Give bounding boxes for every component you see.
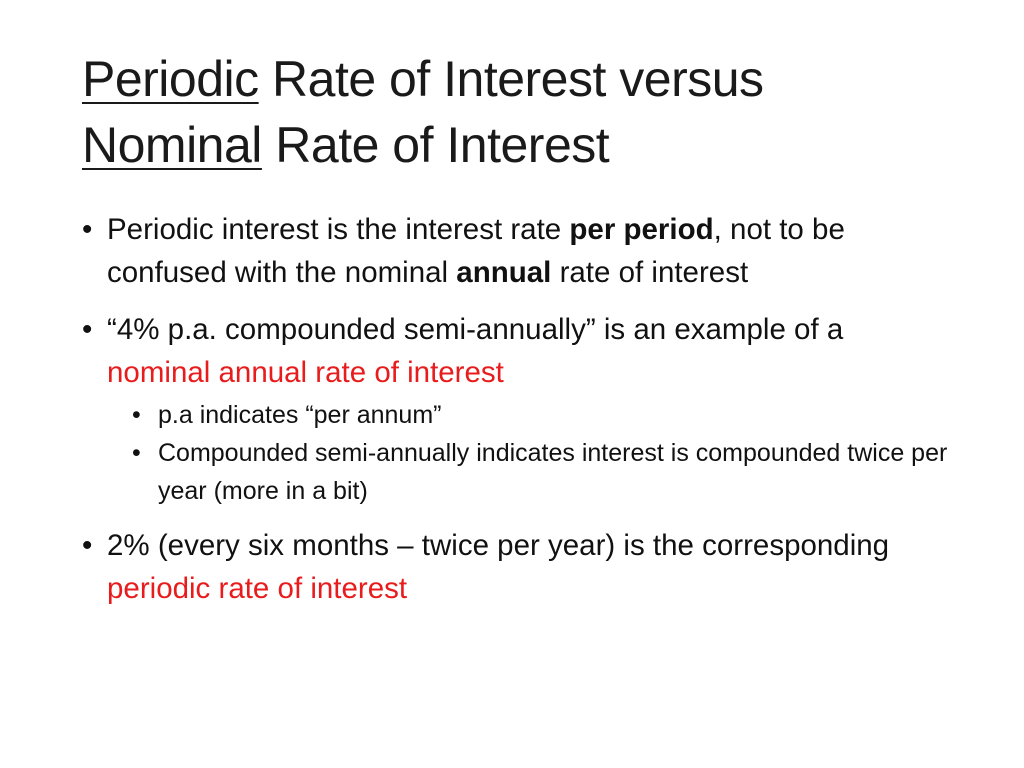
title-line-1 <box>82 46 982 112</box>
bullet-marker: • <box>82 213 93 246</box>
sub-bullet-marker: • <box>132 439 141 467</box>
sub-bullet-semi-annually <box>82 434 952 510</box>
bullet-text: , not to be confused with the nominal <box>107 213 845 289</box>
sub-bullet-marker: • <box>132 401 141 429</box>
bullet-text: rate of interest <box>551 256 749 289</box>
bold-annual: annual <box>456 256 552 289</box>
sub-bullet-text: p.a indicates “per annum” <box>158 401 442 429</box>
sub-bullet-per-annum <box>82 396 952 434</box>
bullet-text: “4% p.a. compounded semi-annually” is an example of a <box>107 313 844 346</box>
title-line-1-rest: Rate of Interest versus <box>258 51 764 107</box>
sub-bullet-text: Compounded semi-annually indicates interest is compounded twice per year (more in a bit) <box>158 439 948 505</box>
bullet-text: Periodic interest is the interest rate <box>107 213 570 246</box>
bullet-marker: • <box>82 313 93 346</box>
bullet-marker: • <box>82 529 93 562</box>
title-periodic: Periodic <box>82 51 259 107</box>
bullet-periodic-example <box>82 524 952 610</box>
title-line-2-rest: Rate of Interest <box>261 117 610 173</box>
bullet-periodic-interest <box>82 208 952 294</box>
slide-title <box>82 46 982 178</box>
sub-bullet-list <box>82 396 952 510</box>
title-nominal: Nominal <box>82 117 262 173</box>
bullet-text: 2% (every six months – twice per year) is the corresponding <box>107 529 890 562</box>
highlight-nominal-annual-rate: nominal annual rate of interest <box>107 356 504 389</box>
bullet-nominal-example <box>82 308 952 394</box>
bold-per-period: per period <box>569 213 714 246</box>
highlight-periodic-rate: periodic rate of interest <box>107 572 408 605</box>
slide-body <box>82 208 952 624</box>
title-line-2 <box>82 112 982 178</box>
